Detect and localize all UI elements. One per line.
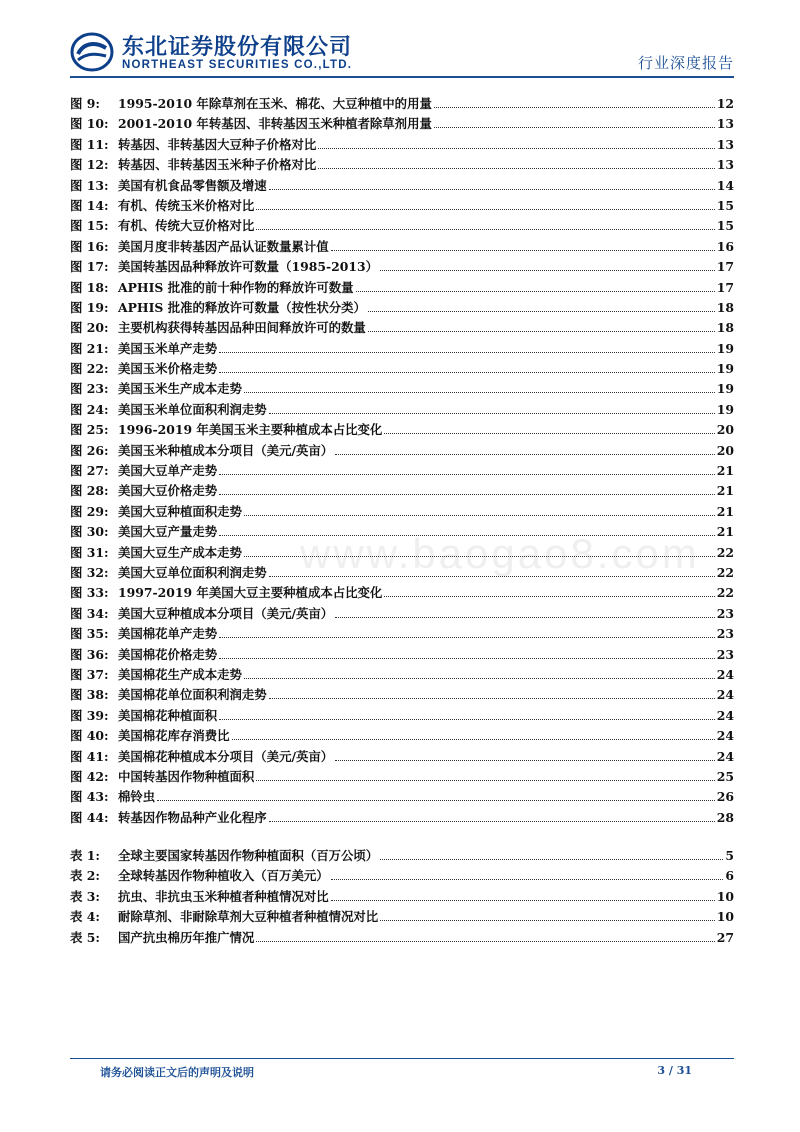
figure-toc-row[interactable] — [70, 481, 734, 501]
toc-entry-title: 美国棉花生产成本走势 — [118, 666, 242, 682]
toc-entry-page: 16 — [716, 238, 734, 254]
toc-leader-dots — [356, 291, 715, 292]
toc-leader-dots — [318, 148, 715, 149]
toc-entry-page: 6 — [725, 868, 734, 884]
toc-entry-page: 12 — [716, 96, 734, 111]
toc-entry-label: 图 11: — [70, 136, 109, 152]
toc-entry-title: 1995-2010 年除草剂在玉米、棉花、大豆种植中的用量 — [118, 96, 432, 111]
toc-entry-title: 抗虫、非抗虫玉米种植者种植情况对比 — [118, 888, 329, 904]
toc-leader-dots — [368, 331, 715, 332]
toc-entry-page: 26 — [716, 789, 734, 805]
toc-entry-label: 图 24: — [70, 401, 109, 417]
figure-toc-row[interactable] — [70, 726, 734, 746]
toc-entry-label: 图 35: — [70, 626, 109, 642]
toc-entry-page: 5 — [725, 848, 734, 864]
toc-leader-dots — [434, 107, 715, 108]
toc-entry-title: 美国玉米生产成本走势 — [118, 381, 242, 397]
toc-entry-page: 19 — [716, 340, 734, 356]
toc-entry-title: 全球主要国家转基因作物种植面积（百万公顷） — [118, 848, 379, 864]
toc-leader-dots — [219, 637, 715, 638]
toc-entry-page: 24 — [716, 687, 734, 703]
toc-leader-dots — [256, 229, 714, 230]
toc-entry-page: 21 — [716, 524, 734, 540]
watermark: www.baogao8.com — [300, 530, 700, 577]
toc-entry-page: 18 — [716, 299, 734, 315]
toc-entry-title: 美国棉花单位面积利润走势 — [118, 687, 267, 703]
toc-entry-label: 图 21: — [70, 340, 109, 356]
toc-entry-title: 美国大豆产量走势 — [118, 524, 218, 540]
figure-toc-row[interactable] — [70, 237, 734, 257]
toc-entry-page: 15 — [716, 197, 734, 213]
toc-entry-label: 图 31: — [70, 544, 109, 560]
toc-entry-label: 图 36: — [70, 646, 109, 662]
page-number: 3 / 31 — [657, 1064, 692, 1077]
toc-leader-dots — [256, 941, 714, 942]
toc-entry-title: 国产抗虫棉历年推广情况 — [118, 929, 255, 945]
toc-entry-page: 24 — [716, 728, 734, 744]
figure-toc-row[interactable] — [70, 114, 734, 134]
toc-entry-label: 图 14: — [70, 197, 109, 213]
toc-entry-page: 28 — [716, 809, 734, 825]
figure-toc-row[interactable] — [70, 379, 734, 399]
toc-entry-page: 10 — [716, 888, 734, 904]
toc-entry-label: 图 9: — [70, 96, 100, 111]
toc-leader-dots — [256, 780, 714, 781]
toc-entry-title: 1996-2019 年美国玉米主要种植成本占比变化 — [118, 422, 383, 438]
table-toc-row[interactable] — [70, 928, 734, 948]
header-divider — [70, 76, 734, 78]
toc-entry-title: 1997-2019 年美国大豆主要种植成本占比变化 — [118, 585, 383, 601]
toc-entry-label: 图 26: — [70, 442, 109, 458]
toc-leader-dots — [244, 515, 715, 516]
figure-toc-row[interactable] — [70, 461, 734, 481]
toc-leader-dots — [269, 821, 715, 822]
toc-leader-dots — [244, 678, 715, 679]
toc-entry-page: 23 — [716, 646, 734, 662]
toc-leader-dots — [219, 535, 715, 536]
toc-entry-page: 21 — [716, 483, 734, 499]
toc-entry-label: 图 27: — [70, 463, 109, 479]
toc-leader-dots — [335, 454, 715, 455]
toc-entry-page: 21 — [716, 463, 734, 479]
toc-leader-dots — [219, 719, 715, 720]
toc-entry-label: 图 25: — [70, 422, 109, 438]
figure-toc-row[interactable] — [70, 216, 734, 236]
toc-entry-label: 图 19: — [70, 299, 109, 315]
footer-divider — [70, 1058, 734, 1059]
toc-leader-dots — [380, 859, 723, 860]
toc-leader-dots — [232, 739, 715, 740]
table-toc-row[interactable] — [70, 846, 734, 866]
toc-entry-title: 美国大豆单产走势 — [118, 463, 218, 479]
toc-entry-title: 美国棉花价格走势 — [118, 646, 218, 662]
figure-toc-row[interactable] — [70, 747, 734, 767]
toc-entry-page: 15 — [716, 218, 734, 234]
toc-entry-page: 24 — [716, 666, 734, 682]
toc-entry-page: 23 — [716, 626, 734, 642]
toc-entry-page: 19 — [716, 381, 734, 397]
toc-entry-title: 美国棉花库存消费比 — [118, 728, 230, 744]
toc-entry-title: 美国棉花种植面积 — [118, 707, 218, 723]
figure-toc-row[interactable] — [70, 624, 734, 644]
toc-entry-label: 图 12: — [70, 157, 109, 173]
figure-toc-row[interactable] — [70, 196, 734, 216]
toc-entry-page: 10 — [716, 909, 734, 925]
toc-entry-page: 18 — [716, 320, 734, 336]
toc-entry-label: 图 44: — [70, 809, 109, 825]
toc-leader-dots — [269, 413, 715, 414]
figure-toc-row[interactable] — [70, 339, 734, 359]
toc-leader-dots — [384, 596, 714, 597]
figure-toc-row[interactable] — [70, 298, 734, 318]
toc-entry-title: 美国大豆生产成本走势 — [118, 544, 242, 560]
toc-entry-label: 图 10: — [70, 116, 109, 132]
toc-leader-dots — [368, 311, 715, 312]
toc-entry-title: 有机、传统大豆价格对比 — [118, 218, 255, 234]
figure-list — [70, 94, 734, 828]
figure-toc-row[interactable] — [70, 502, 734, 522]
toc-entry-label: 图 22: — [70, 361, 109, 377]
toc-entry-page: 19 — [716, 361, 734, 377]
toc-entry-label: 图 15: — [70, 218, 109, 234]
figure-toc-row[interactable] — [70, 278, 734, 298]
figure-toc-row[interactable] — [70, 808, 734, 828]
toc-entry-page: 22 — [716, 564, 734, 580]
toc-leader-dots — [331, 900, 715, 901]
toc-entry-label: 图 18: — [70, 279, 109, 295]
toc-leader-dots — [434, 127, 715, 128]
toc-entry-page: 21 — [716, 503, 734, 519]
toc-entry-page: 13 — [716, 136, 734, 152]
figure-toc-row[interactable] — [70, 94, 734, 114]
toc-entry-title: 转基因、非转基因玉米种子价格对比 — [118, 157, 317, 173]
toc-entry-label: 图 42: — [70, 768, 109, 784]
toc-entry-page: 17 — [716, 259, 734, 275]
toc-leader-dots — [219, 352, 715, 353]
figure-toc-row[interactable] — [70, 257, 734, 277]
toc-entry-page: 13 — [716, 116, 734, 132]
list-gap — [70, 828, 734, 846]
toc-entry-label: 图 17: — [70, 259, 109, 275]
figure-toc-row[interactable] — [70, 767, 734, 787]
table-of-contents — [70, 94, 734, 948]
toc-entry-title: 美国大豆单位面积利润走势 — [118, 564, 267, 580]
toc-entry-title: 全球转基因作物种植收入（百万美元） — [118, 868, 329, 884]
toc-leader-dots — [331, 250, 715, 251]
toc-entry-page: 20 — [716, 442, 734, 458]
toc-entry-page: 20 — [716, 422, 734, 438]
toc-entry-label: 图 29: — [70, 503, 109, 519]
toc-entry-title: 棉铃虫 — [118, 789, 156, 805]
toc-entry-label: 图 30: — [70, 524, 109, 540]
toc-leader-dots — [380, 270, 715, 271]
toc-entry-title: 美国转基因品种释放许可数量（1985-2013） — [118, 259, 378, 275]
toc-entry-title: 美国大豆种植面积走势 — [118, 503, 242, 519]
toc-entry-label: 图 32: — [70, 564, 109, 580]
toc-entry-label: 图 23: — [70, 381, 109, 397]
toc-entry-title: 美国大豆价格走势 — [118, 483, 218, 499]
page-header — [70, 30, 734, 74]
toc-leader-dots — [335, 617, 715, 618]
toc-entry-page: 24 — [716, 748, 734, 764]
toc-leader-dots — [380, 920, 715, 921]
table-list — [70, 846, 734, 948]
toc-entry-label: 图 38: — [70, 687, 109, 703]
footer-disclaimer: 请务必阅读正文后的声明及说明 — [100, 1066, 254, 1079]
toc-leader-dots — [331, 879, 724, 880]
toc-entry-title: 美国玉米种植成本分项目（美元/英亩） — [118, 442, 334, 458]
figure-toc-row[interactable] — [70, 441, 734, 461]
figure-toc-row[interactable] — [70, 706, 734, 726]
company-name-en: NORTHEAST SECURITIES CO.,LTD. — [122, 59, 353, 71]
toc-entry-label: 图 33: — [70, 585, 109, 601]
toc-entry-label: 表 3: — [70, 888, 100, 904]
figure-toc-row[interactable] — [70, 645, 734, 665]
toc-entry-label: 表 4: — [70, 909, 100, 925]
figure-toc-row[interactable] — [70, 543, 734, 563]
toc-leader-dots — [219, 372, 715, 373]
toc-entry-title: 美国玉米价格走势 — [118, 361, 218, 377]
company-name-cn: 东北证券股份有限公司 — [122, 35, 353, 60]
figure-toc-row[interactable] — [70, 420, 734, 440]
toc-entry-title: 美国月度非转基因产品认证数量累计值 — [118, 238, 329, 254]
figure-toc-row[interactable] — [70, 685, 734, 705]
figure-toc-row[interactable] — [70, 400, 734, 420]
toc-entry-title: 美国有机食品零售额及增速 — [118, 177, 267, 193]
company-logo-icon — [70, 32, 114, 72]
toc-leader-dots — [157, 800, 715, 801]
toc-leader-dots — [269, 698, 715, 699]
report-type: 行业深度报告 — [637, 54, 734, 72]
toc-leader-dots — [269, 189, 715, 190]
toc-entry-label: 图 39: — [70, 707, 109, 723]
figure-toc-row[interactable] — [70, 665, 734, 685]
figure-toc-row[interactable] — [70, 563, 734, 583]
table-toc-row[interactable] — [70, 866, 734, 886]
figure-toc-row[interactable] — [70, 787, 734, 807]
toc-entry-label: 图 43: — [70, 789, 109, 805]
table-toc-row[interactable] — [70, 907, 734, 927]
toc-leader-dots — [244, 556, 715, 557]
toc-entry-label: 图 37: — [70, 666, 109, 682]
toc-entry-page: 22 — [716, 544, 734, 560]
toc-entry-page: 23 — [716, 605, 734, 621]
toc-entry-label: 图 13: — [70, 177, 109, 193]
toc-entry-title: 美国棉花单产走势 — [118, 626, 218, 642]
toc-entry-title: 转基因、非转基因大豆种子价格对比 — [118, 136, 317, 152]
toc-entry-title: APHIS 批准的释放许可数量（按性状分类） — [118, 299, 366, 315]
figure-toc-row[interactable] — [70, 135, 734, 155]
toc-leader-dots — [219, 474, 715, 475]
toc-entry-page: 22 — [716, 585, 734, 601]
toc-entry-page: 25 — [716, 768, 734, 784]
toc-leader-dots — [269, 576, 715, 577]
toc-entry-page: 27 — [716, 929, 734, 945]
toc-entry-page: 17 — [716, 279, 734, 295]
figure-toc-row[interactable] — [70, 176, 734, 196]
toc-entry-label: 图 20: — [70, 320, 109, 336]
toc-entry-label: 表 1: — [70, 848, 100, 864]
toc-entry-label: 表 5: — [70, 929, 100, 945]
toc-entry-title: 有机、传统玉米价格对比 — [118, 197, 255, 213]
toc-entry-title: 美国玉米单产走势 — [118, 340, 218, 356]
toc-entry-page: 14 — [716, 177, 734, 193]
toc-entry-label: 图 41: — [70, 748, 109, 764]
toc-leader-dots — [219, 658, 715, 659]
toc-entry-page: 13 — [716, 157, 734, 173]
toc-entry-title: 中国转基因作物种植面积 — [118, 768, 255, 784]
toc-entry-title: 主要机构获得转基因品种田间释放许可的数量 — [118, 320, 366, 336]
figure-toc-row[interactable] — [70, 604, 734, 624]
toc-entry-label: 图 34: — [70, 605, 109, 621]
toc-entry-page: 24 — [716, 707, 734, 723]
figure-toc-row[interactable] — [70, 155, 734, 175]
figure-toc-row[interactable] — [70, 583, 734, 603]
figure-toc-row[interactable] — [70, 359, 734, 379]
toc-entry-title: APHIS 批准的前十种作物的释放许可数量 — [118, 279, 354, 295]
toc-entry-title: 转基因作物品种产业化程序 — [118, 809, 267, 825]
toc-leader-dots — [219, 494, 715, 495]
toc-entry-label: 图 40: — [70, 728, 109, 744]
figure-toc-row[interactable] — [70, 318, 734, 338]
toc-entry-title: 美国棉花种植成本分项目（美元/英亩） — [118, 748, 334, 764]
toc-entry-page: 19 — [716, 401, 734, 417]
toc-entry-label: 表 2: — [70, 868, 100, 884]
table-toc-row[interactable] — [70, 887, 734, 907]
toc-leader-dots — [318, 168, 715, 169]
toc-leader-dots — [384, 433, 714, 434]
toc-leader-dots — [244, 392, 715, 393]
toc-entry-label: 图 16: — [70, 238, 109, 254]
toc-entry-title: 美国玉米单位面积利润走势 — [118, 401, 267, 417]
figure-toc-row[interactable] — [70, 522, 734, 542]
toc-leader-dots — [335, 760, 715, 761]
toc-entry-title: 耐除草剂、非耐除草剂大豆种植者种植情况对比 — [118, 909, 379, 925]
toc-leader-dots — [256, 209, 714, 210]
toc-entry-title: 2001-2010 年转基因、非转基因玉米种植者除草剂用量 — [118, 116, 432, 132]
toc-entry-label: 图 28: — [70, 483, 109, 499]
toc-entry-title: 美国大豆种植成本分项目（美元/英亩） — [118, 605, 334, 621]
